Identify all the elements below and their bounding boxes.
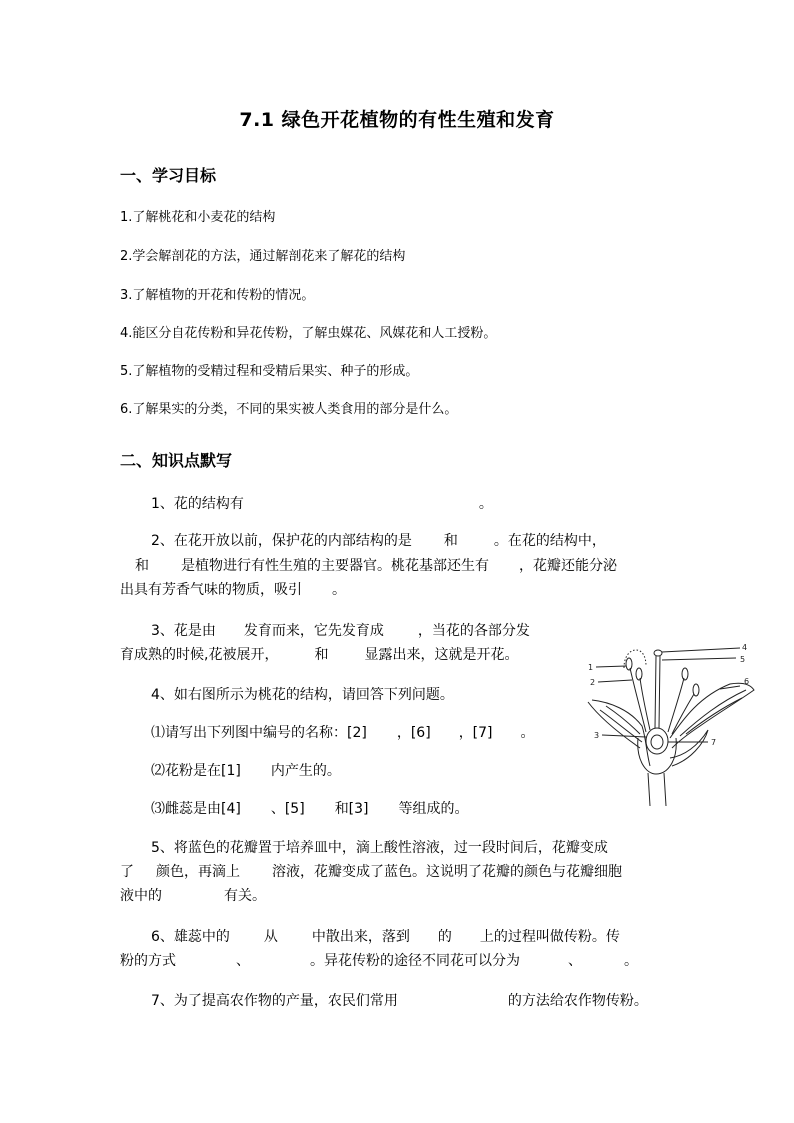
question-text: 和[3] [334, 801, 369, 817]
question-4-stem: 4、如右图所示为桃花的结构，请回答下列问题。 [151, 687, 454, 703]
question-text: 。 [478, 496, 493, 512]
flower-stem [648, 773, 666, 806]
filament [672, 694, 694, 734]
question-4-sub-2 [151, 761, 341, 781]
question-text: 、[5] [270, 801, 305, 817]
leader-line-4 [662, 648, 740, 652]
question-text: 育成熟的时候,花被展开， [120, 647, 279, 663]
question-text: 3、花是由 [151, 623, 216, 639]
question-text: 是植物进行有性生殖的主要器官。桃花基部还生有 [181, 558, 489, 574]
question-text: 中散出来，落到 [311, 929, 410, 945]
leader-line-1 [596, 666, 626, 667]
question-text: ，[6] [396, 725, 431, 741]
question-text: ，当花的各部分发 [417, 623, 530, 639]
question-text: 出具有芳香气味的物质，吸引 [120, 582, 302, 598]
stigma [654, 650, 662, 656]
question-text: 。 [332, 582, 346, 598]
question-6-line-2 [120, 951, 638, 971]
sepal-left [588, 702, 640, 748]
question-text: ，[7] [458, 725, 493, 741]
question-text: 粉的方式 [120, 953, 176, 969]
question-3-line-2 [120, 645, 518, 665]
ovule [651, 735, 663, 749]
question-2-line-3 [120, 580, 346, 600]
page-title: 7.1 绿色开花植物的有性生殖和发育 [239, 109, 555, 131]
question-text: 显露出来，这就是开花。 [364, 647, 519, 663]
question-text: 的 [437, 929, 452, 945]
label-2: 2 [590, 678, 596, 687]
ovary [646, 728, 668, 754]
label-3: 3 [594, 731, 600, 740]
question-text: 了 [120, 864, 134, 880]
question-1 [151, 494, 493, 514]
question-text: 上的过程叫做传粉。传 [479, 929, 620, 945]
question-text: ⑵花粉是在[1] [151, 763, 241, 779]
question-text: 、 [236, 953, 250, 969]
objective-item: 2.学会解剖花的方法，通过解剖花来了解花的结构 [120, 249, 406, 264]
question-text: 有关。 [224, 888, 266, 904]
anther [636, 668, 642, 680]
leader-line-5 [662, 658, 736, 660]
label-5: 5 [740, 655, 746, 664]
question-5-line-1: 5、将蓝色的花瓣置于培养皿中，滴上酸性溶液，过一段时间后，花瓣变成 [151, 840, 608, 856]
question-text: 。 [624, 953, 638, 969]
objective-item: 1.了解桃花和小麦花的结构 [120, 210, 276, 225]
objective-item: 3.了解植物的开花和传粉的情况。 [120, 288, 315, 303]
question-text: 等组成的。 [398, 801, 469, 817]
question-4-sub-3 [151, 799, 469, 819]
question-text: 的方法给农作物传粉。 [507, 993, 648, 1009]
objective-item: 4.能区分自花传粉和异花传粉，了解虫媒花、风媒花和人工授粉。 [120, 326, 497, 341]
question-text: 2、在花开放以前，保护花的内部结构的是 [151, 533, 412, 549]
anther [682, 668, 688, 680]
objective-item: 6.了解果实的分类，不同的果实被人类食用的部分是什么。 [120, 402, 458, 417]
question-text: 1、花的结构有 [151, 496, 244, 512]
question-text: ，花瓣还能分泌 [519, 558, 617, 574]
section-heading-knowledge: 二、知识点默写 [120, 451, 233, 470]
question-4-sub-1 [151, 723, 535, 743]
question-text: 、 [568, 953, 582, 969]
question-text: 和 [135, 558, 149, 574]
question-2-line-2 [135, 556, 617, 576]
label-4: 4 [742, 643, 748, 652]
receptacle [638, 738, 677, 774]
leader-line-2 [598, 680, 632, 682]
question-text: 。 [520, 725, 535, 741]
objective-item: 5.了解植物的受精过程和受精后果实、种子的形成。 [120, 364, 419, 379]
question-text: ⑴请写出下列图中编号的名称：[2] [151, 725, 367, 741]
label-1: 1 [588, 663, 594, 672]
question-5-line-3 [120, 886, 266, 906]
question-text: 7、为了提高农作物的产量，农民们常用 [151, 993, 398, 1009]
question-3-line-1 [151, 621, 530, 641]
style [655, 656, 660, 728]
filament [640, 678, 650, 730]
label-6: 6 [744, 677, 750, 686]
question-text: 从 [263, 929, 278, 945]
question-text: 发育而来，它先发育成 [243, 623, 384, 639]
question-7 [151, 991, 648, 1011]
question-text: 液中的 [120, 888, 162, 904]
question-2-line-1 [151, 531, 606, 551]
question-text: 和 [314, 647, 329, 663]
anther [693, 684, 699, 696]
question-6-line-1 [151, 927, 620, 947]
label-7: 7 [711, 738, 717, 747]
question-text: 和 [443, 533, 458, 549]
section-heading-objectives: 一、学习目标 [120, 166, 217, 185]
filament [668, 678, 684, 732]
question-text: 颜色，再滴上 [156, 864, 240, 880]
question-text: 。异花传粉的途径不同花可以分为 [310, 953, 520, 969]
anther [626, 658, 632, 670]
question-text: 。在花的结构中， [493, 533, 606, 549]
question-text: 溶液，花瓣变成了蓝色。这说明了花瓣的颜色与花瓣细胞 [272, 864, 622, 880]
peach-flower-diagram [580, 638, 756, 808]
question-text: ⑶雌蕊是由[4] [151, 801, 241, 817]
question-5-line-2 [120, 862, 622, 882]
question-text: 6、雄蕊中的 [151, 929, 230, 945]
question-text: 内产生的。 [270, 763, 341, 779]
